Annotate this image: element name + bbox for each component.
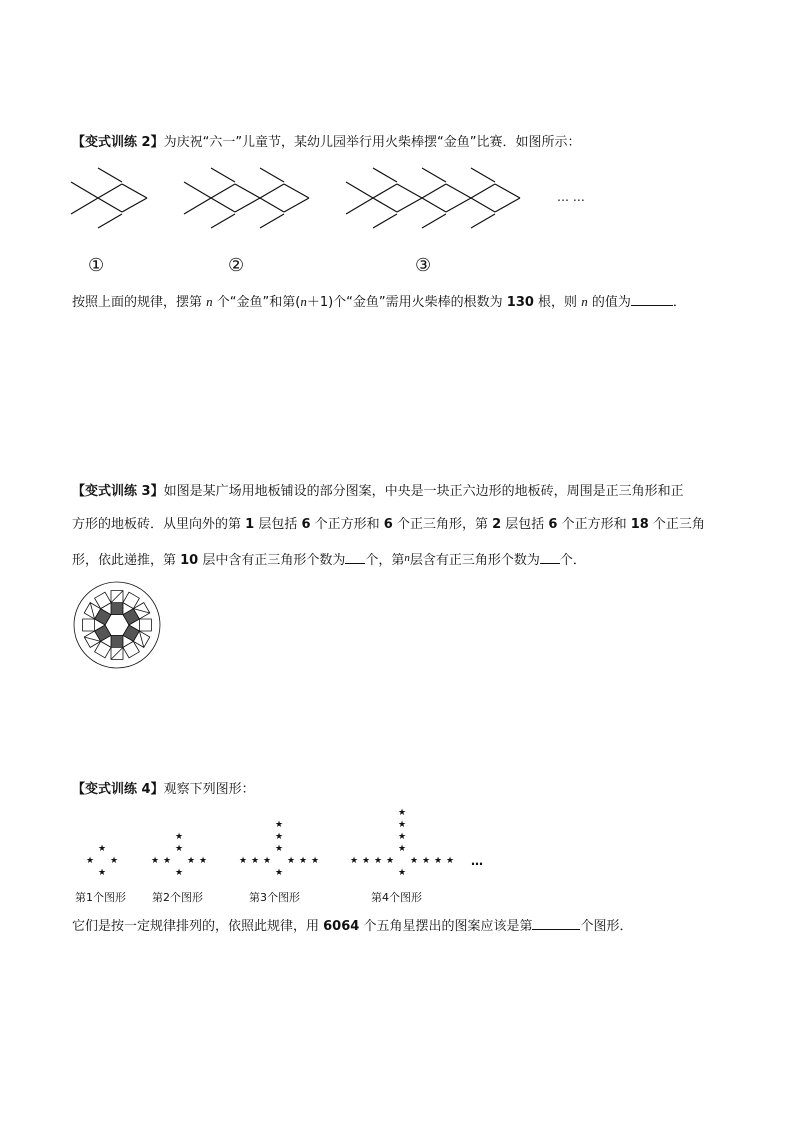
answer-blank-1[interactable] (345, 551, 365, 564)
star-ellipsis: … (471, 854, 483, 868)
star-right-4: ★ (410, 856, 419, 866)
problem-3-tag: 【变式训练 3】 (72, 484, 164, 499)
star-left-2: ★ (163, 856, 172, 866)
star-up-3: ★ (275, 844, 284, 854)
star-right-3: ★ (287, 856, 296, 866)
p3-text: 个正方形和 (310, 517, 384, 532)
p3-number: 2 (492, 517, 502, 532)
problem-2-text: 为庆祝“六一”儿童节，某幼儿园举行用火柴棒摆“金鱼”比赛．如图所示： (163, 135, 581, 150)
q2-var-n: n (300, 294, 307, 309)
star-right-2: ★ (199, 856, 208, 866)
star-right-2: ★ (187, 856, 196, 866)
q2-text-c: ＋1)个“金鱼”需用火柴棒的根数为 (306, 295, 507, 310)
q4-number: 6064 (323, 919, 360, 934)
p3-number: 6 (383, 517, 393, 532)
problem-3-line-3 (72, 549, 586, 570)
p3-var-n: n (404, 552, 410, 564)
star-left-3: ★ (239, 856, 248, 866)
figure-label-2: ② (228, 255, 245, 276)
star-left-1: ★ (86, 856, 95, 866)
star-up-4: ★ (398, 832, 407, 842)
q2-var-n: n (206, 294, 213, 309)
goldfish-figures (68, 162, 608, 232)
problem-2-question (72, 293, 686, 312)
goldfish-figure-1 (71, 168, 147, 228)
goldfish-ellipsis: … … (557, 190, 585, 204)
q4-text-c: 个图形． (580, 919, 633, 934)
q2-var-n: n (581, 294, 588, 309)
star-down-3: ★ (275, 868, 284, 878)
star-up-2: ★ (175, 844, 184, 854)
floor-tile-pattern (72, 580, 162, 670)
p3-number: 1 (245, 517, 255, 532)
p3-text: 方形的地板砖．从里向外的第 (72, 517, 246, 532)
q2-end: ． (672, 295, 686, 310)
problem-4-question (72, 917, 632, 936)
p3-number: 6 (301, 517, 311, 532)
p3-text: 个正三角 (648, 517, 705, 532)
problem-3-line-2 (72, 516, 705, 534)
star-left-4: ★ (386, 856, 395, 866)
p3-text: 层包括 (501, 517, 549, 532)
outer-square-tile (83, 619, 95, 631)
star-right-4: ★ (446, 856, 455, 866)
problem-2-heading (72, 134, 581, 152)
q2-number: 130 (506, 295, 534, 310)
star-right-3: ★ (299, 856, 308, 866)
star-right-4: ★ (434, 856, 443, 866)
star-down-4: ★ (398, 868, 407, 878)
star-up-3: ★ (275, 832, 284, 842)
star-up-3: ★ (275, 820, 284, 830)
p3-text: 层包括 (254, 517, 302, 532)
p3-text-1: 如图是某广场用地板铺设的部分图案，中央是一块正六边形的地板砖，周围是正三角形和正 (163, 484, 684, 499)
p3-text: 个，第 (365, 553, 405, 568)
figure-label-1: ① (88, 255, 105, 276)
star-up-2: ★ (175, 832, 184, 842)
p3-text: 层中含有正三角形个数为 (198, 553, 346, 568)
q2-text-e: 的值为 (587, 295, 631, 310)
p3-text: 层含有正三角形个数为 (409, 553, 540, 568)
caption-figure-2: 第2个图形 (152, 891, 203, 904)
star-right-1: ★ (110, 856, 119, 866)
answer-blank[interactable] (631, 293, 673, 306)
caption-figure-3: 第3个图形 (249, 891, 300, 904)
answer-blank[interactable] (532, 917, 580, 930)
problem-3-line-1 (72, 483, 684, 501)
caption-figure-1: 第1个图形 (75, 891, 126, 904)
square-tile (111, 603, 123, 615)
star-down-2: ★ (175, 868, 184, 878)
goldfish-figure-3 (346, 168, 520, 228)
problem-4-text: 观察下列图形： (163, 782, 255, 797)
p3-text: 个． (559, 553, 586, 568)
q2-text-d: 根，则 (533, 295, 582, 310)
star-left-4: ★ (350, 856, 359, 866)
q2-text-b: 个“金鱼”和第( (212, 295, 301, 310)
star-up-4: ★ (398, 844, 407, 854)
star-right-4: ★ (422, 856, 431, 866)
star-up-1: ★ (98, 844, 107, 854)
p3-number: 6 (548, 517, 558, 532)
square-tile (111, 635, 123, 647)
p3-text: 个正方形和 (557, 517, 631, 532)
q4-text-a: 它们是按一定规律排列的，依照此规律，用 (72, 919, 324, 934)
q2-text-a: 按照上面的规律，摆第 (72, 295, 207, 310)
star-right-3: ★ (311, 856, 320, 866)
star-left-4: ★ (362, 856, 371, 866)
answer-blank-2[interactable] (540, 551, 560, 564)
goldfish-figure-2 (184, 168, 309, 228)
q4-text-b: 个五角星摆出的图案应该是第 (359, 919, 533, 934)
outer-square-tile (139, 619, 151, 631)
star-left-3: ★ (263, 856, 272, 866)
star-down-1: ★ (98, 868, 107, 878)
caption-figure-4: 第4个图形 (371, 891, 422, 904)
p3-text: 形，依此递推，第 (72, 553, 181, 568)
p3-number: 10 (180, 553, 199, 568)
problem-4-tag: 【变式训练 4】 (72, 782, 164, 797)
p3-text: 个正三角形，第 (392, 517, 493, 532)
star-left-2: ★ (151, 856, 160, 866)
star-up-4: ★ (398, 820, 407, 830)
star-up-4: ★ (398, 808, 407, 818)
problem-2-tag: 【变式训练 2】 (72, 135, 164, 150)
problem-4-heading (72, 781, 255, 799)
figure-label-3: ③ (415, 255, 432, 276)
star-left-3: ★ (251, 856, 260, 866)
p3-number: 18 (630, 517, 649, 532)
star-left-4: ★ (374, 856, 383, 866)
